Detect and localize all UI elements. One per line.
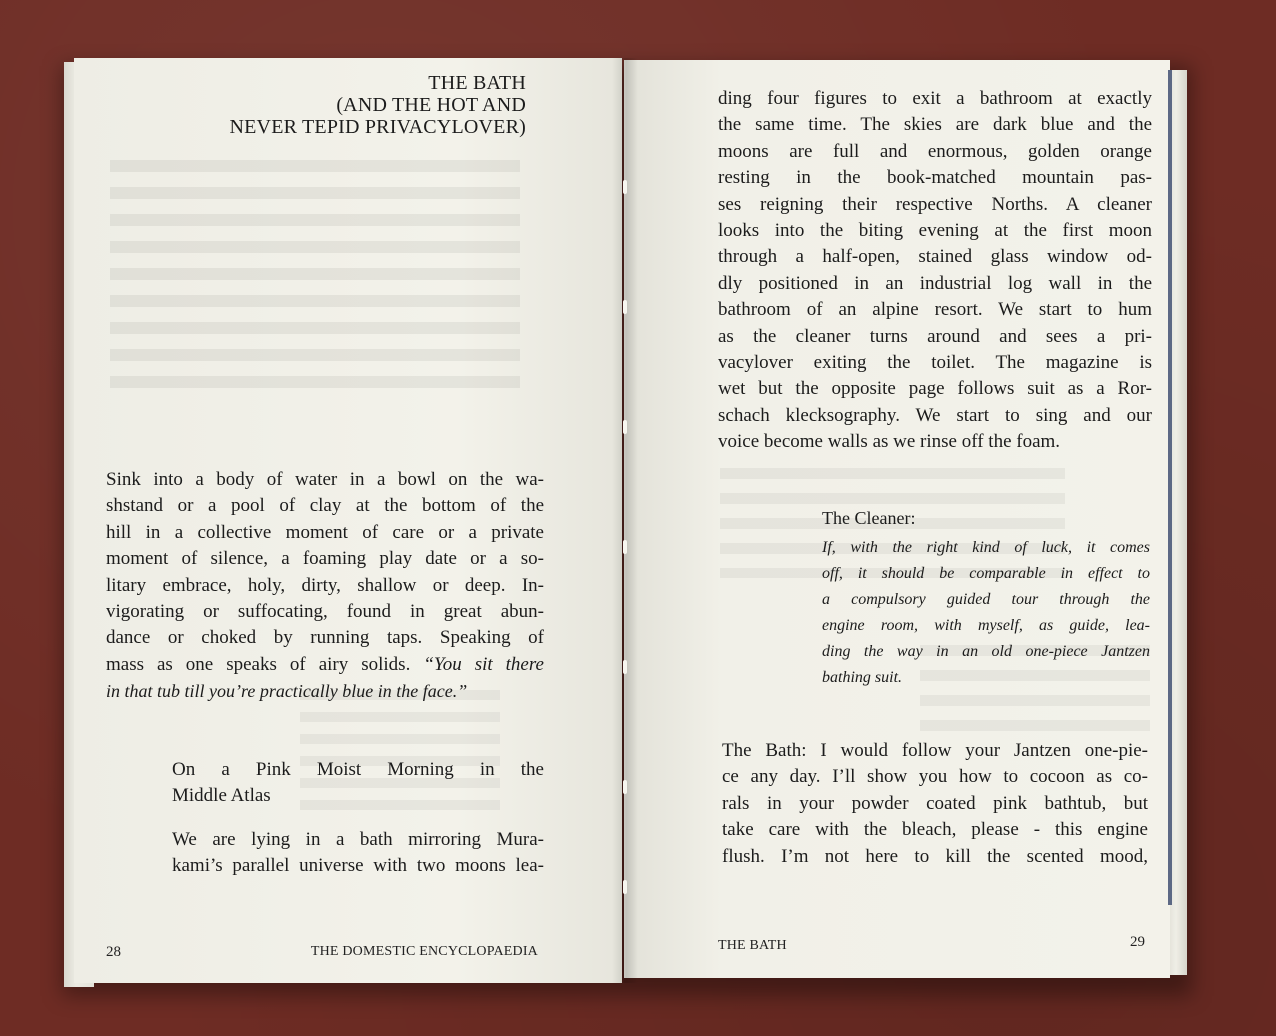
page-number-right: 29 [1130,934,1145,950]
text-line: looks into the biting evening at the first moon [718,219,1152,241]
text-line: through a half-open, stained glass window od- [718,246,1152,268]
section-heading [172,757,544,810]
section-heading-line: Middle Atlas [172,785,271,807]
text-line: as the cleaner turns around and sees a pri- [718,325,1152,347]
quote-line: ding the way in an old one-piece Jantzen [822,643,1150,660]
text-line: vacylover exiting the toilet. The magazine is [718,351,1152,373]
text-line: the same time. The skies are dark blue and the [718,114,1152,136]
text-line: moons are full and enormous, golden orange [718,140,1152,162]
quote-italic: “You sit there [423,653,544,675]
quote-line: off, it should be comparable in effect to [822,565,1150,582]
left-second-paragraph [172,827,544,880]
text-line: schach klecksography. We start to sing and our [718,404,1152,426]
text-line: We are lying in a bath mirroring Mura- [172,829,544,850]
binding-stitch [623,780,627,794]
binding-stitch [623,880,627,894]
text-line: bathroom of an alpine resort. We start to hum [718,299,1152,321]
text-line: ses reigning their respective Norths. A cleaner [718,193,1152,215]
text-line: kami’s parallel universe with two moons lea- [172,855,544,877]
right-page-blue-edge [1168,70,1172,905]
text-line: moment of silence, a foaming play date or a so- [106,548,544,570]
right-paragraph [718,86,1152,455]
text-line: The Bath: I would follow your Jantzen one-pie- [722,740,1148,761]
text-line: take care with the bleach, please - this engine [722,819,1148,841]
chapter-title [94,72,526,138]
page-number-left: 28 [106,944,121,960]
quote-italic-line: in that tub till you’re practically blue in the face.” [106,681,468,702]
speaker-label: The Cleaner: [822,508,916,528]
text-line: dance or choked by running taps. Speaking of [106,627,544,649]
quote-line: bathing suit. [822,669,903,686]
text-line: flush. I’m not here to kill the scented mood, [722,845,1148,867]
section-heading-line: On a Pink Moist Morning in the [172,759,544,780]
binding-stitch [623,660,627,674]
show-through-left [110,160,520,390]
chapter-title-line: NEVER TEPID PRIVACYLOVER) [229,116,526,138]
binding-stitch [623,540,627,554]
text-line: resting in the book-matched mountain pas- [718,167,1152,189]
text-line: litary embrace, holy, dirty, shallow or deep. In- [106,574,544,596]
quote-line: If, with the right kind of luck, it comes [822,539,1150,556]
text-line: ding four figures to exit a bathroom at exactly [718,88,1152,109]
text-line-mixed [106,652,544,678]
chapter-title-line: THE BATH [428,72,526,94]
binding-stitch [623,420,627,434]
text-line: Sink into a body of water in a bowl on the wa- [106,469,544,490]
binding-stitch [623,300,627,314]
running-head-right: THE BATH [718,938,787,953]
quote-line: a compulsory guided tour through the [822,591,1150,608]
text-line: ce any day. I’ll show you how to cocoon as co- [722,766,1148,788]
quote-line: engine room, with myself, as guide, lea- [822,617,1150,634]
text-line: vigorating or suffocating, found in great abun- [106,600,544,622]
text-line: hill in a collective moment of care or a private [106,521,544,543]
cleaner-quote [822,535,1150,691]
text-line: wet but the opposite page follows suit as a Ror- [718,378,1152,400]
book-gutter [612,58,638,983]
text-line: voice become walls as we rinse off the foam. [718,431,1061,453]
binding-stitch [623,180,627,194]
text-roman: mass as one speaks of airy solids. [106,653,424,675]
running-head-left: THE DOMESTIC ENCYCLOPAEDIA [310,944,538,959]
text-line: rals in your powder coated pink bathtub, but [722,792,1148,814]
text-line: shstand or a pool of clay at the bottom of the [106,495,544,517]
bath-dialogue [722,738,1148,870]
text-line: dly positioned in an industrial log wall in the [718,272,1152,294]
chapter-title-line: (AND THE HOT AND [336,94,526,116]
left-paragraph [106,467,544,705]
